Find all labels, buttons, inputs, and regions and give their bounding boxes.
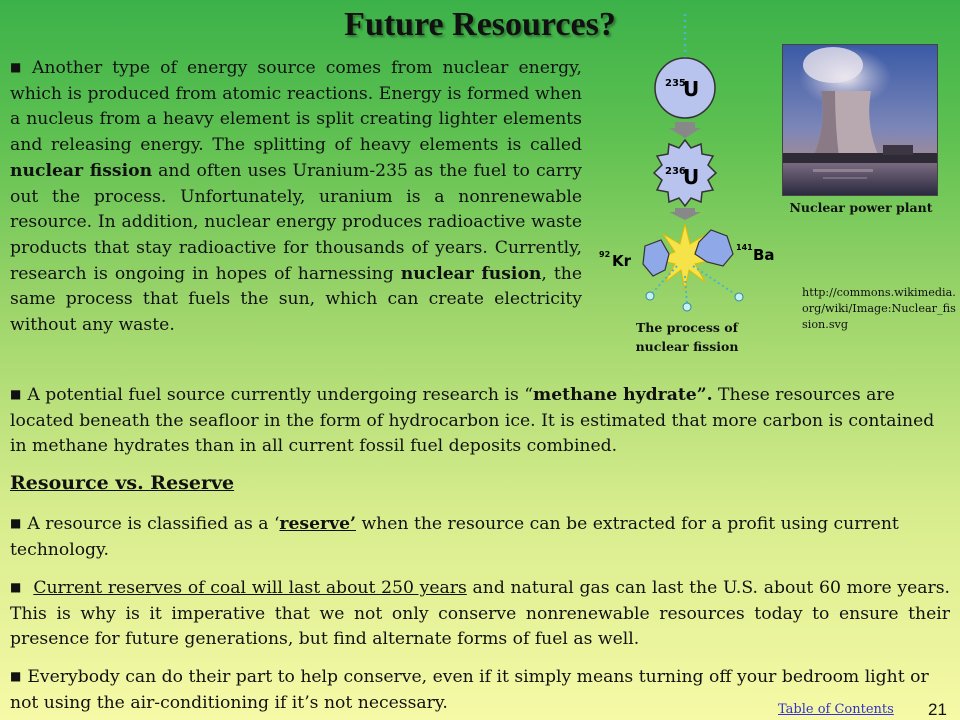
neutron	[735, 293, 743, 301]
arrow-down-icon	[669, 122, 701, 138]
ba-mass-label: 141	[736, 243, 753, 252]
para2-text-1: A potential fuel source currently undergoing research is “	[27, 385, 534, 405]
bullet-icon: ■	[10, 516, 22, 530]
kr-symbol-label: Kr	[612, 252, 632, 270]
nuclear-fission-diagram	[595, 14, 785, 314]
coal-reserves-text: Current reserves of coal will last about 250 years	[33, 578, 467, 598]
kr-mass-label: 92	[599, 250, 611, 259]
bullet-icon: ■	[10, 580, 22, 594]
para2-text-2: These resources are located beneath the seafloor in the form of hydrocarbon ice. It is estimated that more carbon is contained in methane hydrates than in all current fossil fuel deposits combined.	[10, 385, 935, 457]
nuclear-fusion-term: nuclear fusion	[400, 263, 542, 284]
para3-text-1: A resource is classified as a ‘	[27, 514, 280, 534]
coal-reserves-paragraph	[10, 575, 950, 653]
para5-text-1: Everybody can do their part to help conserve, even if it simply means turning off your bedroom light or not using the air-conditioning if it’s not necessary.	[10, 667, 929, 713]
ba-symbol-label: Ba	[753, 246, 775, 264]
methane-hydrate-paragraph	[10, 382, 950, 460]
krypton-fragment	[643, 240, 669, 276]
neutron	[646, 292, 654, 300]
section-heading: Resource vs. Reserve	[10, 472, 235, 494]
nuclear-energy-paragraph	[10, 55, 582, 339]
reserve-definition-paragraph	[10, 511, 950, 563]
para1-text-1: Another type of energy source comes from nuclear energy, which is produced from atomic reactions. Energy is formed when a nucleus from a heavy element is split creating lighter elements and releasing energy. The splitting of heavy elements is called	[10, 58, 582, 156]
para1-text-3: , the same process that fuels the sun, which can create electricity without any waste.	[10, 263, 582, 336]
bullet-icon: ■	[10, 60, 26, 74]
reserve-term: reserve’	[279, 514, 356, 534]
bullet-icon: ■	[10, 387, 22, 401]
page-title: Future Resources?	[344, 6, 616, 43]
u236-mass-label: 236	[665, 166, 686, 177]
methane-hydrate-term: methane hydrate”.	[533, 385, 713, 405]
para1-text-2: and often uses Uranium-235 as the fuel to carry out the process. Unfortunately, uranium is a nonrenewable resource. In addition, nuclear energy produces radioactive waste products that stay radioactive for thousands of years. Currently, research is ongoing in hopes of harnessing	[10, 160, 582, 284]
neutron	[683, 303, 691, 311]
photo-caption: Nuclear power plant	[789, 200, 933, 215]
nuclear-power-plant-photo	[782, 44, 938, 196]
fission-diagram-caption: The process of nuclear fission	[635, 320, 739, 354]
bullet-icon: ■	[10, 669, 22, 683]
u235-symbol-label: U	[683, 77, 700, 101]
page-number: 21	[928, 700, 947, 719]
para3-text-2: when the resource can be extracted for a profit using current technology.	[10, 514, 899, 560]
nuclear-fission-term: nuclear fission	[10, 160, 153, 181]
source-url: http://commons.wikimedia.org/wiki/Image:Nuclear_fission.svg	[802, 286, 956, 331]
u235-mass-label: 235	[665, 78, 686, 89]
u236-symbol-label: U	[683, 165, 700, 189]
table-of-contents-link[interactable]: Table of Contents	[778, 702, 894, 717]
arrow-down-icon	[669, 208, 701, 220]
para4-text-1: and natural gas can last the U.S. about 60 more years. This is why is it imperative that we not only conserve nonrenewable resources today to ensure their presence for future generations, but find alternate forms of fuel as well.	[10, 578, 950, 650]
